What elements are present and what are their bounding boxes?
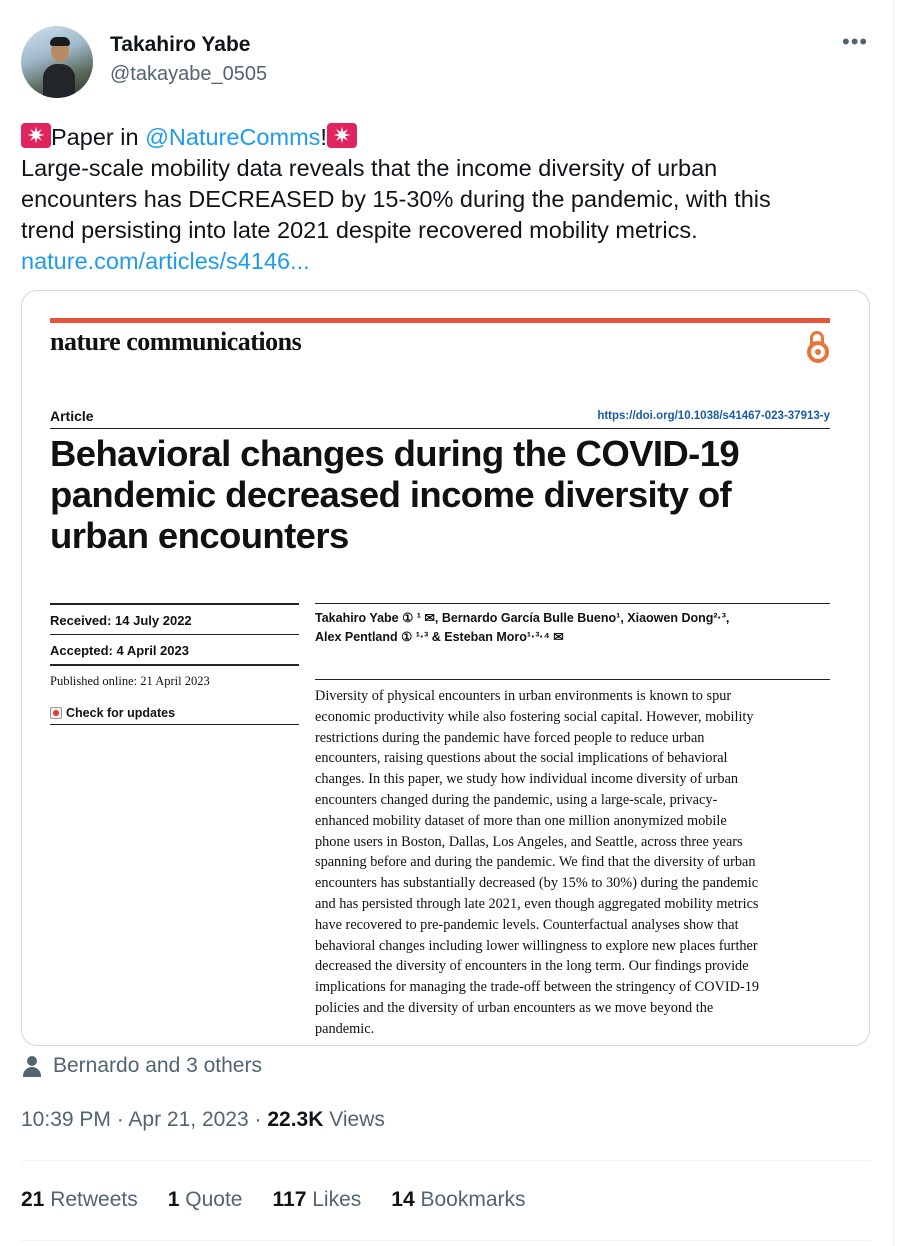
doi-link: https://doi.org/10.1038/s41467-023-37913-y bbox=[597, 410, 830, 422]
article-link[interactable]: nature.com/articles/s4146... bbox=[21, 248, 310, 274]
views-count: 22.3K bbox=[267, 1108, 324, 1131]
divider bbox=[21, 1160, 870, 1161]
tweet-text bbox=[21, 122, 871, 277]
journal-header-bar bbox=[50, 318, 830, 323]
tweet-body-line: Large-scale mobility data reveals that the income diversity of urban bbox=[21, 155, 718, 181]
column-border bbox=[893, 0, 894, 1246]
avatar[interactable] bbox=[21, 26, 93, 98]
accepted-date: Accepted: 4 April 2023 bbox=[50, 643, 189, 658]
bookmarks-stat[interactable]: 14 Bookmarks bbox=[391, 1188, 526, 1211]
siren-icon bbox=[327, 123, 357, 148]
tweet-meta: 10:39 PM · Apr 21, 2023 · 22.3K Views bbox=[21, 1108, 385, 1131]
paper-dates bbox=[50, 603, 299, 725]
article-type: Article bbox=[50, 408, 94, 424]
tweet-body-line: trend persisting into late 2021 despite recovered mobility metrics. bbox=[21, 217, 698, 243]
received-date: Received: 14 July 2022 bbox=[50, 613, 192, 628]
likes-stat[interactable]: 117 Likes bbox=[272, 1188, 362, 1211]
tweet-date[interactable]: Apr 21, 2023 bbox=[128, 1108, 249, 1131]
author-handle[interactable]: @takayabe_0505 bbox=[110, 63, 268, 85]
published-date: Published online: 21 April 2023 bbox=[50, 674, 210, 688]
media-image[interactable] bbox=[21, 290, 870, 1046]
quotes-stat[interactable]: 1 Quote bbox=[167, 1188, 243, 1211]
person-icon bbox=[21, 1055, 43, 1077]
paper-main bbox=[315, 603, 830, 1040]
tweet-time[interactable]: 10:39 PM bbox=[21, 1108, 111, 1131]
tweet-line-1: ✷Paper in @NatureComms!✷ bbox=[21, 122, 871, 153]
tweet-body-line: encounters has DECREASED by 15-30% during the pandemic, with this bbox=[21, 186, 771, 212]
paper-authors: Takahiro Yabe ① ¹ ✉, Bernardo García Bulle Bueno¹, Xiaowen Dong²·³, Alex Pentland ① ¹·³ & Esteban Moro¹·³·⁴ ✉ bbox=[315, 611, 730, 644]
check-updates: Check for updates bbox=[50, 695, 299, 724]
engagement-stats bbox=[21, 1188, 526, 1212]
siren-icon bbox=[21, 123, 51, 148]
divider bbox=[21, 1240, 870, 1241]
paper-title: Behavioral changes during the COVID-19 pandemic decreased income diversity of urban encounters bbox=[50, 433, 740, 556]
open-access-icon bbox=[806, 327, 830, 363]
mention-link[interactable]: @NatureComms bbox=[145, 124, 321, 150]
paper-page bbox=[22, 291, 870, 1046]
liked-by[interactable] bbox=[21, 1054, 262, 1078]
author-name[interactable]: Takahiro Yabe bbox=[110, 33, 251, 56]
check-updates-icon bbox=[50, 707, 62, 719]
liked-by-text: Bernardo and 3 others bbox=[53, 1054, 262, 1077]
retweets-stat[interactable]: 21 Retweets bbox=[21, 1188, 138, 1211]
views-label: Views bbox=[329, 1108, 385, 1131]
journal-name: nature communications bbox=[50, 327, 302, 356]
divider bbox=[50, 428, 830, 429]
more-icon[interactable]: ••• bbox=[842, 29, 869, 54]
paper-abstract: Diversity of physical encounters in urban environments is known to spur economic productivity while also fostering social capital. However, mobility restrictions during the pandemic have forced people to reduce urban encounters, raising questions about the social implications of behavioral changes. In this paper, we study how individual income diversity of urban encounters changed during the pandemic, using a large-scale, privacy- enhanced mobility dataset of more than one million anonymized mobile phone users in Boston, Dallas, Los Angeles, and Seattle, across three years spanning before and during the pandemic. We find that the diversity of urban encounters has substantially decreased (by 15% to 30%) during the pandemic and has persisted through late 2021, even though aggregated mobility metrics have recovered to pre-pandemic levels. Counterfactual analyses show that behavioral changes including lower willingness to explore new places further decreased the diversity of encounters in the long term. Our findings provide implications for managing the trade-off between the stringency of COVID-19 policies and the diversity of urban encounters as we move beyond the pandemic. bbox=[315, 688, 759, 1037]
